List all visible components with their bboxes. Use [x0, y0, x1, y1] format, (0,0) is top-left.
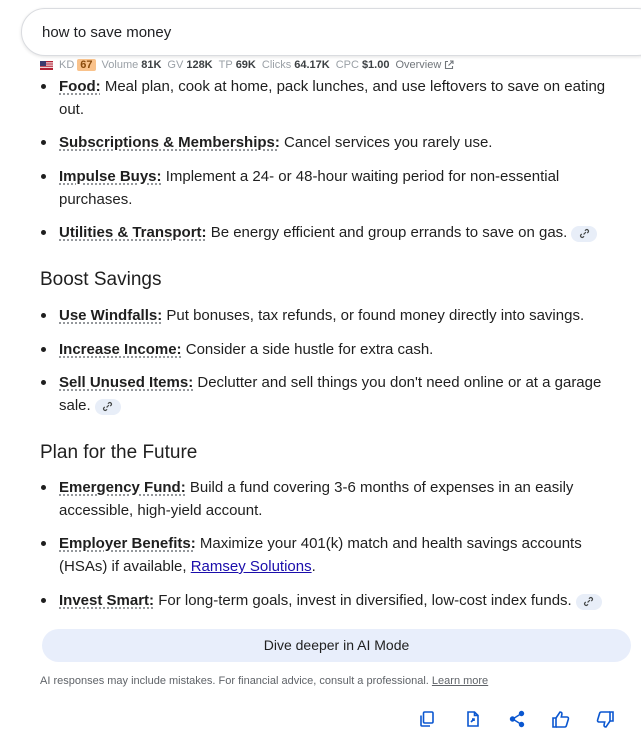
search-box[interactable]	[21, 8, 641, 56]
thumbs-down-icon	[596, 710, 615, 729]
cpc-value: $1.00	[361, 59, 390, 71]
share-button[interactable]	[507, 708, 527, 730]
tip-desc: Consider a side hustle for extra cash.	[181, 341, 434, 358]
tip-desc: Declutter and sell things you don't need online or at a garage sale.	[59, 374, 602, 414]
tip-term[interactable]: Food:	[59, 78, 101, 95]
ramsey-solutions-link[interactable]: Ramsey Solutions	[190, 558, 312, 575]
tip-term[interactable]: Use Windfalls:	[59, 307, 163, 324]
citation-chip[interactable]	[576, 594, 602, 610]
cpc-label: CPC	[335, 59, 359, 71]
tip-term[interactable]: Utilities & Transport:	[59, 224, 207, 241]
list-item	[40, 221, 620, 244]
volume-label: Volume	[101, 59, 139, 71]
copy-icon	[418, 710, 436, 728]
thumbs-up-button[interactable]	[550, 708, 570, 730]
tp-label: TP	[218, 59, 233, 71]
tip-desc: Be energy efficient and group errands to save on gas.	[206, 224, 568, 241]
doc-export-icon	[464, 710, 482, 728]
list-item	[40, 304, 620, 327]
list-item	[40, 532, 620, 578]
disclaimer	[40, 675, 488, 687]
volume-value: 81K	[141, 59, 162, 71]
disclaimer-text: AI responses may include mistakes. For financial advice, consult a professional.	[40, 675, 432, 687]
list-item	[40, 476, 620, 522]
tip-desc: Meal plan, cook at home, pack lunches, and use leftovers to save on eating out.	[59, 78, 606, 118]
list-item	[40, 165, 620, 211]
us-flag-icon	[40, 61, 53, 70]
tip-term[interactable]: Increase Income:	[59, 341, 182, 358]
section-heading-boost-savings: Boost Savings	[40, 269, 162, 290]
list-item	[40, 371, 620, 417]
link-icon	[102, 401, 113, 412]
export-doc-button[interactable]	[463, 708, 483, 730]
copy-button[interactable]	[417, 708, 437, 730]
tip-term[interactable]: Emergency Fund:	[59, 479, 186, 496]
overview-label: Overview	[395, 59, 442, 71]
tip-desc: Put bonuses, tax refunds, or found money directly into savings.	[162, 307, 585, 324]
thumbs-down-button[interactable]	[595, 708, 615, 730]
clicks-label: Clicks	[261, 59, 292, 71]
tip-term[interactable]: Employer Benefits:	[59, 535, 196, 552]
citation-chip[interactable]	[95, 399, 121, 415]
clicks-value: 64.17K	[294, 59, 330, 71]
seo-metrics-bar	[40, 57, 454, 73]
list-item	[40, 589, 620, 612]
kd-badge: 67	[77, 59, 95, 71]
external-link-icon	[444, 60, 454, 70]
gv-value: 128K	[186, 59, 213, 71]
citation-chip[interactable]	[571, 226, 597, 242]
tip-desc: Maximize your 401(k) match and health savings accounts (HSAs) if available,	[59, 535, 582, 575]
gv-label: GV	[167, 59, 184, 71]
dive-deeper-ai-mode-button[interactable]: Dive deeper in AI Mode	[42, 629, 631, 662]
link-icon	[579, 228, 590, 239]
tip-desc: Implement a 24- or 48-hour waiting period for non-essential purchases.	[59, 168, 560, 208]
tip-desc: Cancel services you rarely use.	[279, 134, 493, 151]
overview-link[interactable]	[395, 59, 454, 71]
tip-term[interactable]: Invest Smart:	[59, 592, 155, 609]
link-icon	[583, 596, 594, 607]
tip-desc: Build a fund covering 3-6 months of expenses in an easily accessible, high-yield account.	[59, 479, 574, 519]
section-heading-plan-future: Plan for the Future	[40, 442, 198, 463]
tip-term[interactable]: Impulse Buys:	[59, 168, 162, 185]
feedback-actions	[0, 708, 641, 732]
list-item	[40, 338, 620, 361]
tip-term[interactable]: Sell Unused Items:	[59, 374, 194, 391]
search-query[interactable]: how to save money	[42, 24, 172, 41]
tip-desc: For long-term goals, invest in diversified, low-cost index funds.	[154, 592, 572, 609]
tp-value: 69K	[235, 59, 256, 71]
tip-desc-end: .	[311, 558, 316, 575]
list-item	[40, 131, 620, 154]
kd-label: KD	[59, 59, 75, 71]
tip-term[interactable]: Subscriptions & Memberships:	[59, 134, 280, 151]
share-icon	[508, 710, 526, 728]
thumbs-up-icon	[551, 710, 570, 729]
list-item	[40, 75, 620, 121]
learn-more-link[interactable]: Learn more	[431, 675, 489, 687]
